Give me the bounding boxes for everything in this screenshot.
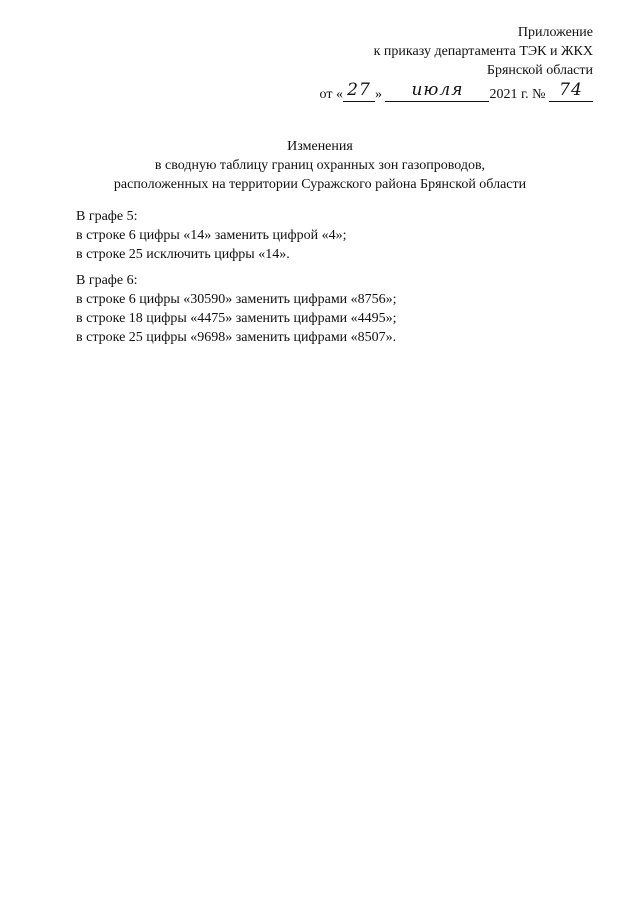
number-field xyxy=(549,80,593,102)
section-column-5 xyxy=(76,207,346,264)
handwritten-day: 27 xyxy=(347,80,371,100)
section-heading: В графе 6: xyxy=(76,273,138,288)
handwritten-number: 74 xyxy=(559,80,583,100)
day-field xyxy=(343,80,375,102)
title-line-2: в сводную таблицу границ охранных зон газопроводов, xyxy=(154,158,486,173)
change-item: в строке 25 исключить цифры «14». xyxy=(76,247,290,262)
title-line-3: расположенных на территории Суражского района Брянской области xyxy=(113,177,527,192)
year-and-number-label: 2021 г. № xyxy=(489,87,546,102)
appendix-header xyxy=(374,23,593,80)
date-quote-close: » xyxy=(374,87,382,102)
date-prefix: от « xyxy=(319,87,343,102)
handwritten-month: июля xyxy=(411,80,464,100)
appendix-region: Брянской области xyxy=(486,63,593,78)
change-item: в строке 25 цифры «9698» заменить цифрами «8507». xyxy=(76,330,397,345)
section-heading: В графе 5: xyxy=(76,209,138,224)
appendix-order-ref: к приказу департамента ТЭК и ЖКХ xyxy=(373,44,593,59)
section-column-6 xyxy=(76,271,397,347)
document-title xyxy=(0,137,640,194)
title-line-1: Изменения xyxy=(287,139,353,154)
change-item: в строке 18 цифры «4475» заменить цифрами «4495»; xyxy=(76,311,397,326)
appendix-title: Приложение xyxy=(517,25,593,40)
change-item: в строке 6 цифры «14» заменить цифрой «4»; xyxy=(76,228,347,243)
change-item: в строке 6 цифры «30590» заменить цифрами «8756»; xyxy=(76,292,397,307)
month-field xyxy=(385,80,489,102)
order-date-line xyxy=(319,80,593,104)
